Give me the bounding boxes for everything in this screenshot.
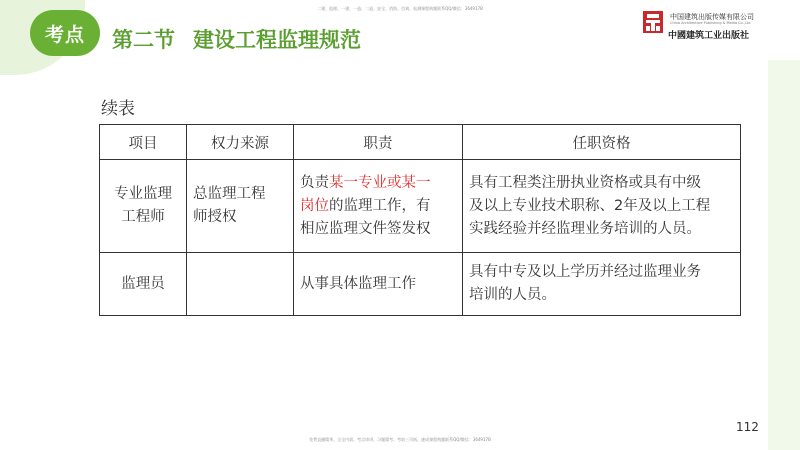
cell-project — [100, 253, 187, 316]
text-run: 负责 — [300, 174, 329, 191]
cell-line: 具有中专及以上学历并经过监理业务 — [469, 264, 701, 280]
cell-line: 培训的人员。 — [469, 287, 556, 303]
cell-line — [300, 195, 456, 218]
section-title: 建设工程监理规范 — [193, 28, 361, 52]
table-continued-label: 续表 — [101, 99, 135, 119]
header-duties: 职责 — [294, 125, 463, 160]
cell-line: 总监理工程 — [193, 186, 266, 202]
watermark-top: 二建、监理、一建、一造、二造、安全、消防、咨询、检测课程购题联系QQ/微信：364917B — [317, 6, 483, 11]
highlighted-text: 岗位 — [300, 197, 329, 214]
cell-authority-source — [187, 160, 294, 253]
cell-line: 从事具体监理工作 — [300, 275, 416, 292]
cell-line: 工程师 — [121, 209, 165, 225]
publisher-script-name: 中國建筑工业出版社 — [668, 31, 750, 41]
publisher-name-en: China Architecture Publishing & Media Co.,Ltd — [670, 21, 751, 25]
cell-line: 师授权 — [193, 209, 237, 225]
publisher-name: 中国建筑出版传媒有限公司 — [670, 13, 754, 21]
publisher-logo — [642, 10, 792, 40]
header-qualification: 任职资格 — [463, 125, 741, 160]
cell-authority-source — [187, 253, 294, 316]
header-authority-source: 权力来源 — [187, 125, 294, 160]
cell-line: 专业监理 — [114, 186, 172, 202]
watermark-bottom: 免费直播精华、全全内训、考点串讲、习题精考、考前三页纸、速成课程购题联系QQ/微信：364917B — [309, 437, 491, 442]
cell-qualification — [463, 160, 741, 253]
highlighted-text: 某一专业或某一 — [329, 174, 431, 191]
section-number: 第二节 — [112, 28, 175, 52]
publisher-emblem-icon — [642, 10, 664, 34]
decorative-side-bar — [768, 60, 800, 450]
cell-duties — [294, 253, 463, 316]
supervision-table — [99, 124, 741, 316]
cell-line: 实践经验并经监理业务培训的人员。 — [469, 220, 701, 237]
text-run: 的监理工作，有 — [329, 197, 431, 214]
cell-duties — [294, 160, 463, 253]
cell-line: 及以上专业技术职称、2年及以上工程 — [469, 197, 711, 214]
text-run: 相应监理文件签发权 — [300, 220, 431, 237]
cell-qualification — [463, 253, 741, 316]
page-number: 112 — [736, 420, 759, 434]
cell-line — [300, 218, 456, 241]
cell-line: 监理员 — [121, 275, 165, 292]
page-title — [112, 24, 361, 54]
cell-project — [100, 160, 187, 253]
topic-badge: 考点 — [30, 10, 100, 56]
table-header-row — [100, 125, 741, 160]
cell-line: 具有工程类注册执业资格或具有中级 — [469, 174, 701, 191]
cell-line — [300, 172, 456, 195]
table-row — [100, 253, 741, 316]
header-project: 项目 — [100, 125, 187, 160]
table-row — [100, 160, 741, 253]
